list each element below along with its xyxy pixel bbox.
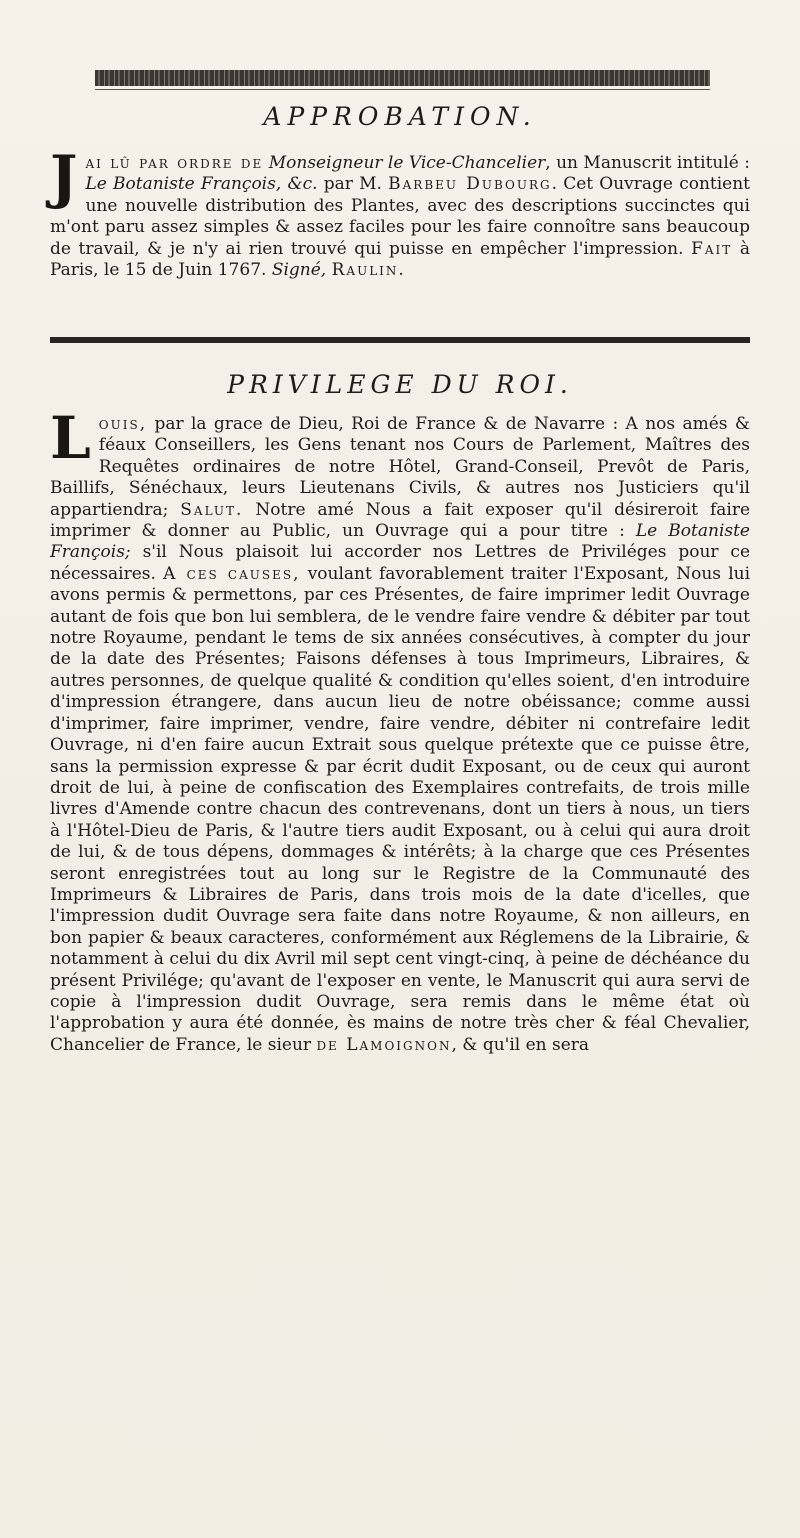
rule-top-thin <box>95 89 710 90</box>
approbation-text-3: par M. <box>323 174 382 195</box>
approbation-paragraph <box>50 143 751 281</box>
approbation-title: APPROBATION. <box>263 102 537 131</box>
privilege-title: PRIVILEGE DU ROI. <box>227 370 573 399</box>
privilege-lamoignon: de Lamoignon <box>316 1034 452 1055</box>
privilege-text-4: voulant favorablement traiter l'Exposant, Nous lui avons permis & permettons, par ces Présentes, de faire imprimer ledit Ouvrage autant de fois que bon lui semblera, de le vendre faire vendre & débiter par tout notre Royaume, pendant le tems de six années consécutives, à compter du jour de la date des Présentes; Faisons défenses à tous Imprimeurs, Libraires, & autres personnes, de quelque qualité & condition qu'elles soient, d'en introduire d'impression étrangere, dans aucun lieu de notre obéissance; comme aussi d'imprimer, faire imprimer, vendre, faire vendre, débiter ni contrefaire ledit Ouvrage, ni d'en faire aucun Extrait sous quelque prétexte que ce puisse être, sans la permission expresse & par écrit dudit Exposant, ou de ceux qui auront droit de lui, à peine de confiscation des Exemplaires contrefaits, de trois mille livres d'Amende contre chacun des contrevenans, dont un tiers à nous, un tiers à l'Hôtel-Dieu de Paris, & l'autre tiers audit Exposant, ou à celui qui aura droit de lui, & de tous dépens, dommages & intérêts; à la charge que ces Présentes seront enregistrées tout au long sur le Registre de la Communauté des Imprimeurs & Libraires de Paris, dans trois mois de la date d'icelles, que l'impression dudit Ouvrage sera faite dans notre Royaume, & non ailleurs, en bon papier & beaux caracteres, conformément aux Réglemens de la Librairie, & notamment à celui du dix Avril mil sept cent vingt-cinq, à peine de déchéance du présent Privilége; qu'avant de l'exposer en vente, le Manuscrit qui aura servi de copie à l'impression dudit Ouvrage, sera remis dans le même état où l'approbation y aura été donnée, ès mains de notre très cher & féal Chevalier, Chancelier de France, le sieur <box>50 563 751 1055</box>
privilege-salut: Salut. <box>180 499 244 520</box>
privilege-a-ces-causes: A ces causes, <box>163 563 301 584</box>
privilege-paragraph <box>50 404 751 1056</box>
approbation-signe: Signé, <box>271 260 327 281</box>
approbation-fait: Fait <box>691 238 733 259</box>
privilege-text-5: , & qu'il en sera <box>451 1034 590 1055</box>
privilege-louis: ouis, <box>98 414 148 434</box>
privilege-italic-title: Le Botaniste François; <box>50 521 750 563</box>
privilege-text-3: s'il Nous plaisoit lui accorder nos Lettres de Priviléges pour ce nécessaires. <box>50 542 751 584</box>
privilege-text-1: par la grace de Dieu, Roi de France & de Navarre : A nos amés & féaux Conseillers, les Gens tenant nos Cours de Parlement, Maîtres des Requêtes ordinaires de notre Hôtel, Grand-Conseil, Prevôt de Paris, Baillifs, Sénéchaux, leurs Lieutenans Civils, & autres nos Justiciers qu'il appartiendra; <box>50 414 751 520</box>
approbation-text-2: , un Manuscrit intitulé : <box>545 153 750 173</box>
approbation-italic-1: Monseigneur le Vice-Chancelier <box>268 153 546 173</box>
privilege-text-2: Notre amé Nous a fait exposer qu'il désireroit faire imprimer & donner au Public, un Ouvrage qui a pour titre : <box>50 499 751 542</box>
ornamental-rule-top <box>95 70 710 86</box>
approbation-text-1: ai lû par ordre de <box>85 153 264 173</box>
approbation-date: à Paris, le 15 de Juin 1767. <box>50 238 751 281</box>
approbation-dropcap: J <box>50 143 78 211</box>
approbation-italic-2: Le Botaniste François, &c. <box>85 174 318 195</box>
approbation-author: Barbeu Dubourg <box>388 174 552 195</box>
section-divider-rule <box>50 337 750 343</box>
approbation-signature: Raulin. <box>331 260 406 281</box>
privilege-dropcap: L <box>50 404 91 472</box>
approbation-text-4: . Cet Ouvrage contient une nouvelle distribution des Plantes, avec des descriptions succinctes qui m'ont paru assez simples & assez faciles pour les faire connoître sans beaucoup de travail, & je n'y ai rien trouvé qui puisse en empêcher l'impression. <box>50 174 751 259</box>
